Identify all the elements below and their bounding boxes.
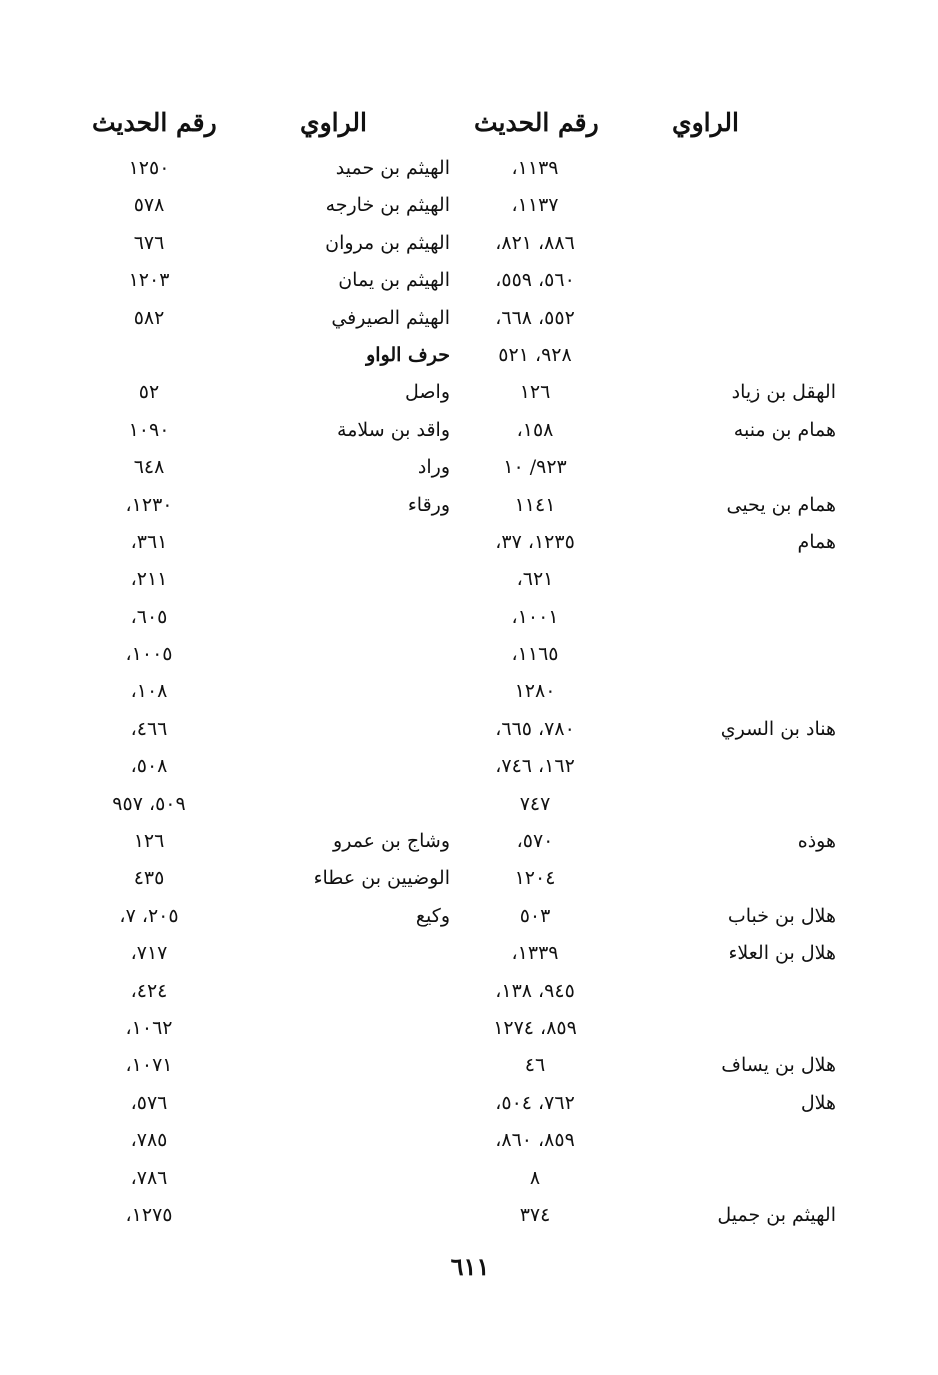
narrator-name-left: واقد بن سلامة	[337, 418, 450, 441]
table-row	[0, 1010, 938, 1047]
hadith-numbers-right: ١١٤١	[514, 493, 556, 516]
hadith-numbers-right: ١١٣٩،	[511, 157, 559, 179]
narrator-name-right: الهقل بن زياد	[731, 381, 836, 404]
hadith-numbers-right: ٩٢٣/ ١٠	[503, 456, 567, 479]
hadith-numbers-left: ٥٠٨،	[130, 755, 168, 778]
hadith-numbers-right: ٥٦٠، ٥٥٩،	[495, 269, 575, 292]
narrator-name-right: هناد بن السري	[720, 717, 836, 740]
table-row	[0, 786, 938, 823]
hadith-numbers-right: ٧٤٧	[519, 792, 551, 815]
narrator-name-left: واصل	[405, 381, 450, 404]
hadith-numbers-right: ٨٥٩، ١٢٧٤	[493, 1016, 577, 1039]
narrator-name-right: همام بن يحيى	[726, 493, 836, 516]
hadith-numbers-right: ١١٣٧،	[511, 194, 559, 217]
hadith-numbers-right: ٥٥٢، ٦٦٨،	[495, 306, 575, 329]
header-narrator-right: الراوي	[672, 108, 739, 137]
table-row	[0, 487, 938, 524]
narrator-name-left: الهيثم بن يمان	[338, 269, 450, 292]
hadith-numbers-right: ٨	[529, 1166, 541, 1189]
hadith-numbers-left: ٦٤٨	[133, 456, 165, 479]
narrator-name-left: الهيثم بن خارجه	[325, 194, 450, 217]
hadith-numbers-left: ٥٧٦،	[130, 1091, 168, 1114]
hadith-numbers-right: ٣٧٤	[519, 1203, 551, 1226]
hadith-numbers-right: ٦٢١،	[516, 568, 554, 591]
table-row	[0, 860, 938, 897]
hadith-numbers-right: ٧٨٠، ٦٦٥،	[495, 717, 575, 740]
table-row	[0, 711, 938, 748]
table-row	[0, 561, 938, 598]
table-row	[0, 1047, 938, 1084]
narrator-name-right: هلال بن العلاء	[728, 942, 836, 965]
hadith-numbers-right: ١٢٣٥، ٣٧،	[495, 530, 575, 553]
narrator-name-right: الهيثم بن جميل	[717, 1203, 836, 1226]
narrator-name-left: وراد	[417, 456, 450, 479]
narrator-name-left: الهيثم الصيرفي	[331, 306, 450, 329]
table-row	[0, 1160, 938, 1197]
hadith-numbers-left: ١٢٦	[133, 830, 165, 853]
hadith-numbers-left: ٦٠٥،	[130, 605, 168, 628]
hadith-numbers-right: ٨٨٦، ٨٢١،	[495, 231, 575, 254]
hadith-numbers-right: ٨٥٩، ٨٦٠،	[495, 1129, 575, 1152]
hadith-numbers-right: ٩٤٥، ١٣٨،	[495, 979, 575, 1002]
table-row	[0, 300, 938, 337]
table-row	[0, 673, 938, 710]
hadith-numbers-left: ٦٧٦	[133, 231, 165, 254]
hadith-numbers-left: ٧٨٦،	[130, 1166, 168, 1189]
table-row	[0, 1085, 938, 1122]
narrator-name-left: وكيع	[415, 904, 450, 927]
hadith-numbers-left: ١٢٥٠	[128, 157, 170, 179]
hadith-numbers-left: ١٢٠٣	[128, 269, 170, 292]
hadith-numbers-left: ٥٠٩، ٩٥٧	[112, 792, 186, 815]
narrator-name-right: هلال	[800, 1091, 836, 1114]
narrator-name-left: ورقاء	[407, 493, 450, 516]
table-row	[0, 225, 938, 262]
table-row	[0, 412, 938, 449]
table-row	[0, 1197, 938, 1234]
hadith-numbers-right: ١٠٠١،	[511, 605, 559, 628]
hadith-numbers-left: ٧١٧،	[130, 942, 168, 965]
header-number-left: رقم الحديث	[92, 108, 217, 137]
hadith-numbers-right: ١٦٢، ٧٤٦،	[495, 755, 575, 778]
narrator-name-left: الوضيين بن عطاء	[313, 867, 450, 890]
hadith-numbers-left: ٥٨٢	[133, 306, 165, 329]
table-row	[0, 449, 938, 486]
hadith-numbers-left: ٧٨٥،	[130, 1129, 168, 1152]
hadith-numbers-left: ١٠٠٥،	[125, 643, 173, 666]
table-row	[0, 337, 938, 374]
narrator-name-left: الهيثم بن مروان	[325, 231, 450, 254]
index-table	[0, 150, 938, 1234]
table-row	[0, 1122, 938, 1159]
hadith-numbers-left: ٢٠٥، ٧،	[119, 904, 179, 927]
narrator-name-left: وشاج بن عمرو	[333, 830, 450, 853]
hadith-numbers-left: ١٢٣٠،	[125, 493, 173, 516]
table-row	[0, 599, 938, 636]
table-row	[0, 973, 938, 1010]
hadith-numbers-left: ٤٢٤،	[130, 979, 168, 1002]
narrator-name-left: الهيثم بن حميد	[335, 157, 450, 179]
hadith-numbers-left: ٢١١،	[130, 568, 168, 591]
narrator-name-right: هوذه	[797, 830, 836, 853]
hadith-numbers-right: ١٢٨٠	[514, 680, 556, 703]
hadith-numbers-left: ١٠٩٠	[128, 418, 170, 441]
table-row	[0, 187, 938, 224]
hadith-numbers-left: ١٠٦٢،	[125, 1016, 173, 1039]
hadith-numbers-right: ٩٢٨، ٥٢١	[498, 343, 572, 366]
narrator-name-right: هلال بن خباب	[727, 904, 836, 927]
hadith-numbers-right: ٥٠٣	[519, 904, 551, 927]
hadith-numbers-right: ٥٧٠،	[516, 830, 554, 853]
narrator-name-right: همام	[797, 530, 836, 553]
table-row	[0, 374, 938, 411]
hadith-numbers-right: ٧٦٢، ٥٠٤،	[495, 1091, 575, 1114]
header-narrator-left: الراوي	[300, 108, 367, 137]
hadith-numbers-right: ١٢٦	[519, 381, 551, 404]
table-row	[0, 823, 938, 860]
hadith-numbers-right: ١١٦٥،	[511, 643, 559, 666]
table-row	[0, 898, 938, 935]
narrator-name-right: هلال بن يساف	[721, 1054, 836, 1077]
page-number: ٦١١	[450, 1252, 490, 1281]
hadith-numbers-left: ١٠٨،	[130, 680, 168, 703]
hadith-numbers-right: ١٢٠٤	[514, 867, 556, 890]
section-heading: حرف الواو	[366, 343, 450, 366]
hadith-numbers-left: ١٠٧١،	[125, 1054, 173, 1077]
hadith-numbers-left: ٥٢	[138, 381, 160, 404]
table-row	[0, 748, 938, 785]
hadith-numbers-left: ٥٧٨	[133, 194, 165, 217]
hadith-numbers-left: ١٢٧٥،	[125, 1203, 173, 1226]
table-row	[0, 636, 938, 673]
narrator-name-right: همام بن منبه	[733, 418, 836, 441]
table-row	[0, 935, 938, 972]
hadith-numbers-left: ٣٦١،	[130, 530, 168, 553]
hadith-numbers-left: ٤٣٥	[133, 867, 165, 890]
table-row	[0, 150, 938, 187]
hadith-numbers-right: ١٣٣٩،	[511, 942, 559, 965]
hadith-numbers-right: ١٥٨،	[516, 418, 554, 441]
table-row	[0, 524, 938, 561]
hadith-numbers-right: ٤٦	[524, 1054, 546, 1077]
header-number-right: رقم الحديث	[474, 108, 599, 137]
hadith-numbers-left: ٤٦٦،	[130, 717, 168, 740]
table-row	[0, 262, 938, 299]
